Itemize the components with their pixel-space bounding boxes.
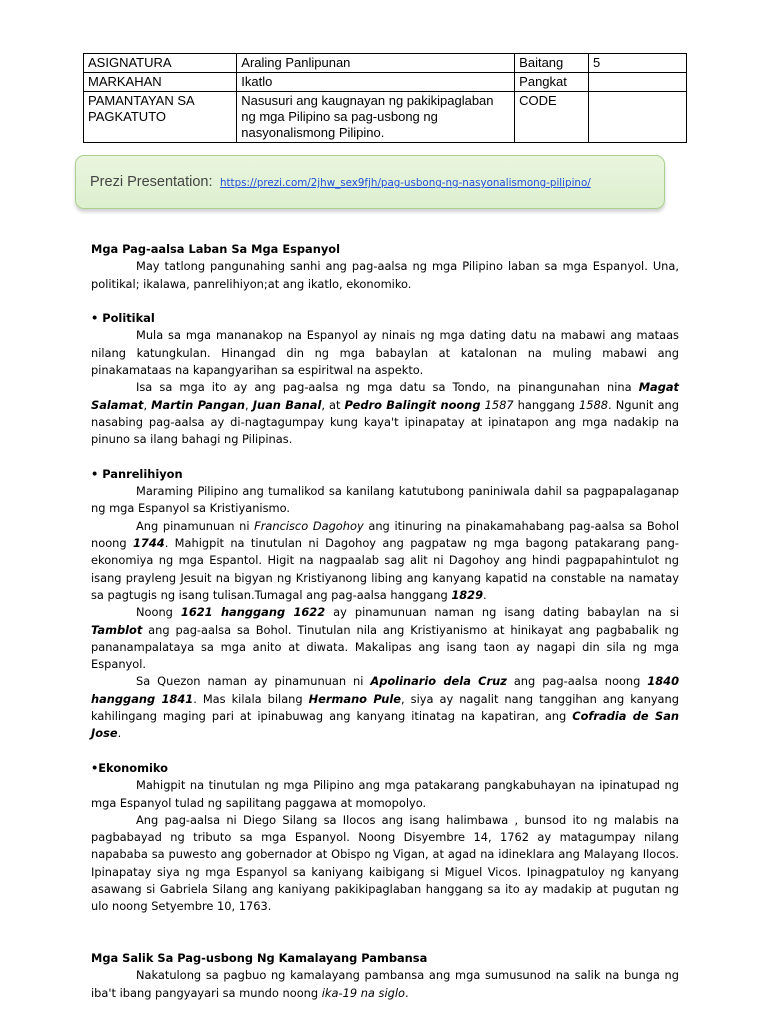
table-row xyxy=(84,73,687,92)
paragraph: May tatlong pangunahing sanhi ang pag-aalsa ng mga Pilipino laban sa mga Espanyol. Una, politikal; ikalawa, panrelihiyon;at ang ikatlo, ekonomiko. xyxy=(91,259,679,291)
table-cell xyxy=(588,73,686,92)
lesson-info-table xyxy=(83,53,687,143)
paragraph: Isa sa mga ito ay ang pag-aalsa ng mga datu sa Tondo, na pinangunahan nina Magat Salamat, Martin Pangan, Juan Banal, at Pedro Balingit noong 1587 hanggang 1588. Ngunit ang nasabing pag-aalsa ay di-nagtagumpay kung kaya't ipinapatay at ipinatapon ang mga nadakip na pinuno sa ilang bahagi ng Pilipinas. xyxy=(91,380,679,447)
lesson-body xyxy=(91,241,679,1002)
table-cell: Pangkat xyxy=(515,73,589,92)
section-heading: Mga Pag-aalsa Laban Sa Mga Espanyol xyxy=(91,242,340,256)
paragraph: Maraming Pilipino ang tumalikod sa kanilang katutubong paniniwala dahil sa pagpapalaganap ng mga Espanyol sa Kristiyanismo. xyxy=(91,484,679,516)
table-cell: Ikatlo xyxy=(237,73,515,92)
section-heading: • Panrelihiyon xyxy=(91,466,183,481)
paragraph: Noong 1621 hanggang 1622 ay pinamunuan naman ng isang dating babaylan na si Tamblot ang pag-aalsa sa Bohol. Tinutulan nila ang Kristiyanismo at hinikayat ang pagbabalik ng pananampalataya sa mga anito at diwata. Makalipas ang isang taon ay nagapi din sila ng mga Espanyol. xyxy=(91,605,679,672)
paragraph: Mahigpit na tinutulan ng mga Pilipino ang mga patakarang pangkabuhayan na ipinatupad ng mga Espanyol tulad ng sapilitang paggawa at momopolyo. xyxy=(91,778,679,810)
table-cell: CODE xyxy=(515,92,589,143)
table-cell: Nasusuri ang kaugnayan ng pakikipaglaban ng mga Pilipino sa pag-usbong ng nasyonalismong Pilipino. xyxy=(237,92,515,143)
table-cell: ASIGNATURA xyxy=(84,54,237,73)
prezi-callout xyxy=(75,155,665,209)
table-cell: 5 xyxy=(588,54,686,73)
section-heading: •Ekonomiko xyxy=(91,760,168,775)
table-row xyxy=(84,54,687,73)
paragraph: Ang pinamunuan ni Francisco Dagohoy ang itinuring na pinakamahabang pag-aalsa sa Bohol noong 1744. Mahigpit na tinutulan ni Dagohoy ang pagpataw ng mga bagong patakarang pang-ekonomiya ng mga Espantol. Higit na nagpaalab sag alit ni Dagohoy ang hindi pagpapahintulot ng isang prayleng Jesuit na bigyan ng Kristiyanong libing ang kanyang kapatid na constable na namatay sa pagtugis ng isang tulisan.Tumagal ang pag-aalsa hanggang 1829. xyxy=(91,518,679,602)
prezi-label: Prezi Presentation: xyxy=(90,174,213,190)
paragraph: Mula sa mga mananakop na Espanyol ay ninais ng mga dating datu na mabawi ang mataas nilang katungkulan. Hinangad din ng mga babaylan at katalonan na muling mabawi ang pinakamataas na kapangyarihan sa espiritwal na aspekto. xyxy=(91,328,679,378)
section-heading: Mga Salik Sa Pag-usbong Ng Kamalayang Pambansa xyxy=(91,951,428,966)
paragraph: Nakatulong sa pagbuo ng kamalayang pambansa ang mga sumusunod na salik na bunga ng iba't ibang pangyayari sa mundo noong ika-19 na siglo. xyxy=(91,968,679,1000)
table-cell: Araling Panlipunan xyxy=(237,54,515,73)
table-cell: PAMANTAYAN SA PAGKATUTO xyxy=(84,92,237,143)
section-heading: • Politikal xyxy=(91,311,155,326)
table-cell: Baitang xyxy=(515,54,589,73)
table-cell: MARKAHAN xyxy=(84,73,237,92)
paragraph: Sa Quezon naman ay pinamunuan ni Apolinario dela Cruz ang pag-aalsa noong 1840 hanggang 1841. Mas kilala bilang Hermano Pule, siya ay nagalit nang tanggihan ang kanyang kahilingang maging pari at ipinabuwag ang kanyang itinatag na kapatiran, ang Cofradia de San Jose. xyxy=(91,674,679,741)
table-row xyxy=(84,92,687,143)
paragraph: Ang pag-aalsa ni Diego Silang sa Ilocos ang isang halimbawa , bunsod ito ng malabis na pagbabayad ng tributo sa mga Espanyol. Noong Disyembre 14, 1762 ay matagumpay nilang napababa sa puwesto ang gobernador at Obispo ng Vigan, at agad na idineklara ang Malayang Ilocos. Ipinapatay siya ng mga Espanyol sa kaniyang kaibigang si Miguel Vicos. Ipinagpatuloy ng kanyang asawang si Gabriela Silang ang kaniyang pakikipaglaban hanggang sa ito ay madakip at pugutan ng ulo noong Setyembre 10, 1763. xyxy=(91,812,679,914)
prezi-link[interactable]: https://prezi.com/2jhw_sex9fjh/pag-usbong-ng-nasyonalismong-pilipino/ xyxy=(219,177,591,189)
table-cell xyxy=(588,92,686,143)
